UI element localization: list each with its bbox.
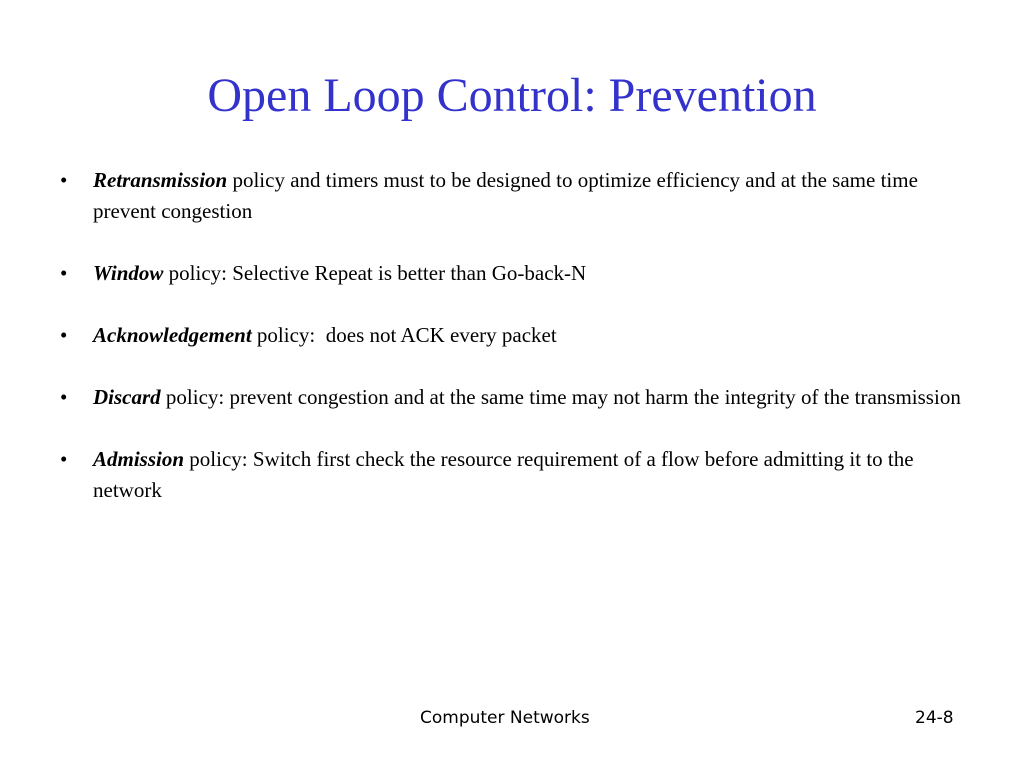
bullet-marker: • xyxy=(60,261,68,285)
bullet-text: policy: Selective Repeat is better than Go-back-N xyxy=(163,261,587,285)
bullet-text: policy: does not ACK every packet xyxy=(251,323,557,347)
bullet-marker: • xyxy=(60,385,68,409)
bullet-item-admission xyxy=(60,444,970,506)
bullet-list xyxy=(60,165,970,537)
slide-title: Open Loop Control: Prevention xyxy=(207,69,817,122)
bullet-text: policy: Switch first check the resource requirement of a flow before admitting it to the network xyxy=(93,447,914,502)
bullet-marker: • xyxy=(60,168,68,192)
bullet-item-window xyxy=(60,258,970,289)
bullet-item-acknowledgement xyxy=(60,320,970,351)
bullet-item-retransmission xyxy=(60,165,970,227)
footer-course-name: Computer Networks xyxy=(420,708,590,728)
bullet-term: Discard xyxy=(93,385,161,409)
bullet-text: policy and timers must to be designed to optimize efficiency and at the same time prevent congestion xyxy=(93,168,918,223)
bullet-term: Admission xyxy=(93,447,185,471)
bullet-term: Window xyxy=(93,261,164,285)
bullet-term: Retransmission xyxy=(93,168,228,192)
bullet-item-discard xyxy=(60,382,970,413)
bullet-marker: • xyxy=(60,447,68,471)
bullet-text: policy: prevent congestion and at the same time may not harm the integrity of the transmission xyxy=(160,385,961,409)
bullet-term: Acknowledgement xyxy=(93,323,252,347)
bullet-marker: • xyxy=(60,323,68,347)
footer-page-number: 24-8 xyxy=(915,708,954,728)
